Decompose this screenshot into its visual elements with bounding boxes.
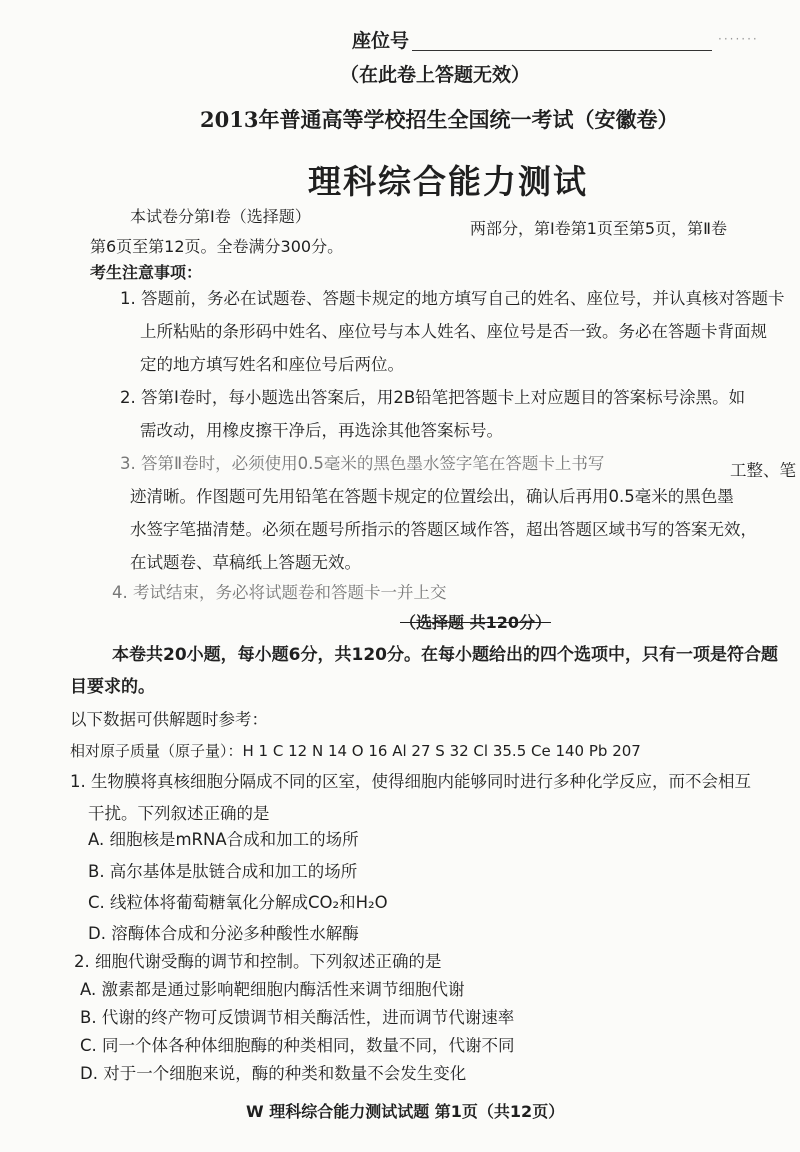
q1-option-c: C. 线粒体将葡萄糖氧化分解成CO₂和H₂O <box>88 893 388 912</box>
q1-option-b: B. 高尔基体是肽链合成和加工的场所 <box>88 862 358 881</box>
q1-option-d: D. 溶酶体合成和分泌多种酸性水解酶 <box>88 924 359 943</box>
seat-number-label: 座位号 <box>352 30 410 52</box>
intro-line-2: 第6页至第12页。全卷满分300分。 <box>90 237 344 256</box>
instruction-line: 迹清晰。作图题可先用铅笔在答题卡规定的位置绘出，确认后再用0.5毫米的黑色墨 <box>130 487 734 506</box>
instruction-line: 上所粘贴的条形码中姓名、座位号与本人姓名、座位号是否一致。务必在答题卡背面规 <box>140 322 767 341</box>
subject-title: 理科综合能力测试 <box>308 162 588 201</box>
q2-option-d: D. 对于一个细胞来说，酶的种类和数量不会发生变化 <box>80 1064 467 1083</box>
q2-option-a: A. 激素都是通过影响靶细胞内酶活性来调节细胞代谢 <box>80 980 465 999</box>
q2-stem: 2. 细胞代谢受酶的调节和控制。下列叙述正确的是 <box>74 952 442 971</box>
instruction-line: 需改动，用橡皮擦干净后，再选涂其他答案标号。 <box>140 421 503 440</box>
instructions-heading: 考生注意事项： <box>90 263 203 282</box>
instruction-line: 3. 答第Ⅱ卷时，必须使用0.5毫米的黑色墨水签字笔在答题卡上书写 <box>120 454 605 473</box>
page-footer: W 理科综合能力测试试题 第1页（共12页） <box>246 1102 565 1121</box>
intro-fragment-2: 两部分，第Ⅰ卷第1页至第5页，第Ⅱ卷 <box>470 219 727 238</box>
exam-title: 2013年普通高等学校招生全国统一考试（安徽卷） <box>200 107 679 132</box>
instruction-line: 2. 答第Ⅰ卷时，每小题选出答案后，用2B铅笔把答题卡上对应题目的答案标号涂黑。如 <box>120 388 746 407</box>
q2-option-c: C. 同一个体各种体细胞酶的种类相同，数量不同，代谢不同 <box>80 1036 515 1055</box>
seat-number-line <box>412 50 712 51</box>
part-lead-2: 目要求的。 <box>70 677 155 697</box>
q1-stem-2: 干扰。下列叙述正确的是 <box>88 804 270 823</box>
intro-fragment-1: 本试卷分第Ⅰ卷（选择题） <box>130 207 311 226</box>
q2-option-b: B. 代谢的终产物可反馈调节相关酶活性，进而调节代谢速率 <box>80 1008 515 1027</box>
q1-option-a: A. 细胞核是mRNA合成和加工的场所 <box>88 830 359 849</box>
part-lead: 本卷共20小题，每小题6分，共120分。在每小题给出的四个选项中，只有一项是符合题 <box>112 645 778 665</box>
atomic-masses: 相对原子质量（原子量）：H 1 C 12 N 14 O 16 Al 27 S 32 Cl 35.5 Ce 140 Pb 207 <box>70 742 641 760</box>
instruction-line: 水签字笔描清楚。必须在题号所指示的答题区域作答，超出答题区域书写的答案无效， <box>130 520 757 539</box>
instruction-line: 工整、笔 <box>730 461 796 480</box>
instruction-line: 定的地方填写姓名和座位号后两位。 <box>140 355 404 374</box>
reference-note: 以下数据可供解题时参考： <box>70 710 268 729</box>
corner-mark: ······· <box>718 32 759 46</box>
no-answer-notice: （在此卷上答题无效） <box>340 64 531 86</box>
instruction-line: 在试题卷、草稿纸上答题无效。 <box>130 553 361 572</box>
instruction-line: 4. 考试结束，务必将试题卷和答题卡一并上交 <box>112 583 447 602</box>
instruction-line: 1. 答题前，务必在试题卷、答题卡规定的地方填写自己的姓名、座位号，并认真核对答题卡 <box>120 289 785 308</box>
part-title: （选择题 共120分） <box>400 613 551 632</box>
q1-stem: 1. 生物膜将真核细胞分隔成不同的区室，使得细胞内能够同时进行多种化学反应，而不会相互 <box>70 772 751 791</box>
